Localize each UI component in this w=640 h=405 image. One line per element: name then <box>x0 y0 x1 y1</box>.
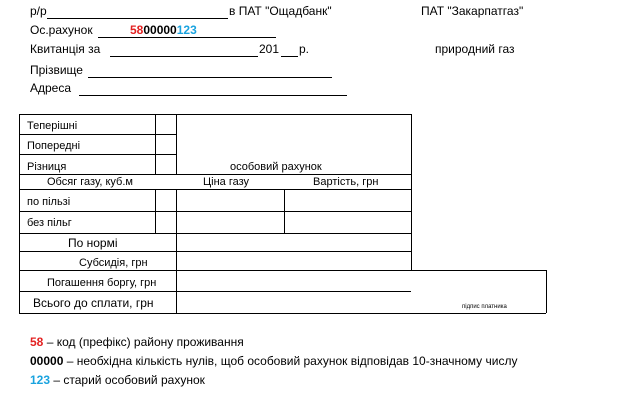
row-previous-label: Попередні <box>27 140 81 152</box>
account-zeros: 00000 <box>143 23 177 37</box>
receipt-label: Квитанція за <box>30 42 101 56</box>
table-border-signature-right <box>546 270 547 313</box>
account-number <box>130 23 197 37</box>
privilege-label: по пільзі <box>27 196 71 208</box>
table-line-top <box>19 114 411 115</box>
legend-item <box>30 373 205 388</box>
subsidy-label: Субсидія, грн <box>79 257 148 269</box>
legend-text: – старий особовий рахунок <box>50 373 205 387</box>
table-line-5 <box>19 211 411 212</box>
table-line-bottom <box>19 313 546 314</box>
legend-code: 00000 <box>30 354 64 368</box>
address-label: Адреса <box>30 81 72 95</box>
total-label: Всього до сплати, грн <box>33 296 154 310</box>
surname-label: Прізвище <box>30 63 83 77</box>
table-divider-b <box>176 114 177 174</box>
legend-text: – код (префікс) району проживання <box>43 335 244 349</box>
legend-item <box>30 354 517 369</box>
bank-label: в ПАТ "Ощадбанк" <box>229 4 332 18</box>
account-old: 123 <box>176 23 197 37</box>
table-line-3 <box>19 174 411 175</box>
account-prefix: 58 <box>130 23 144 37</box>
table-line-7 <box>19 251 411 252</box>
legend-item <box>30 335 244 350</box>
account-label: Ос.рахунок <box>30 23 93 37</box>
year-prefix: 201 <box>259 42 280 56</box>
table-line-4 <box>19 189 411 190</box>
year-underline[interactable] <box>281 56 298 57</box>
legend-code: 123 <box>30 373 51 387</box>
table-line-8 <box>19 270 546 271</box>
company-name: ПАТ "Закарпатгаз" <box>421 4 524 18</box>
row-current-label: Теперішні <box>27 120 78 132</box>
legend-text: – необхідна кількість нулів, щоб особовий рахунок відповідав 10-значному числу <box>63 354 518 368</box>
account-cell-label: особовий рахунок <box>230 161 322 173</box>
surname-underline[interactable] <box>88 77 332 78</box>
table-border-right <box>411 114 412 270</box>
year-suffix: р. <box>299 42 310 56</box>
address-underline[interactable] <box>79 95 347 96</box>
gas-volume-label: Обсяг газу, куб.м <box>47 176 133 188</box>
table-line-2 <box>19 154 176 155</box>
no-privilege-label: без пільг <box>27 217 72 229</box>
account-underline[interactable] <box>98 37 276 38</box>
table-border-left <box>19 114 20 313</box>
table-divider-a <box>155 114 156 174</box>
rr-label: р/р <box>30 4 47 18</box>
signature-label: підпис платника <box>462 304 507 310</box>
legend-code: 58 <box>30 335 44 349</box>
service-name: природний газ <box>435 42 515 56</box>
cost-label: Вартість, грн <box>313 176 379 188</box>
rr-underline[interactable] <box>47 18 228 19</box>
table-line-1 <box>19 134 176 135</box>
gas-price-label: Ціна газу <box>203 176 250 188</box>
table-line-9 <box>19 291 411 292</box>
by-norm-label: По нормі <box>68 236 118 250</box>
table-line-6 <box>19 233 411 234</box>
debt-label: Погашення боргу, грн <box>47 277 157 289</box>
receipt-underline[interactable] <box>110 56 258 57</box>
row-difference-label: Різниця <box>27 161 67 173</box>
table-divider-f <box>176 233 177 313</box>
